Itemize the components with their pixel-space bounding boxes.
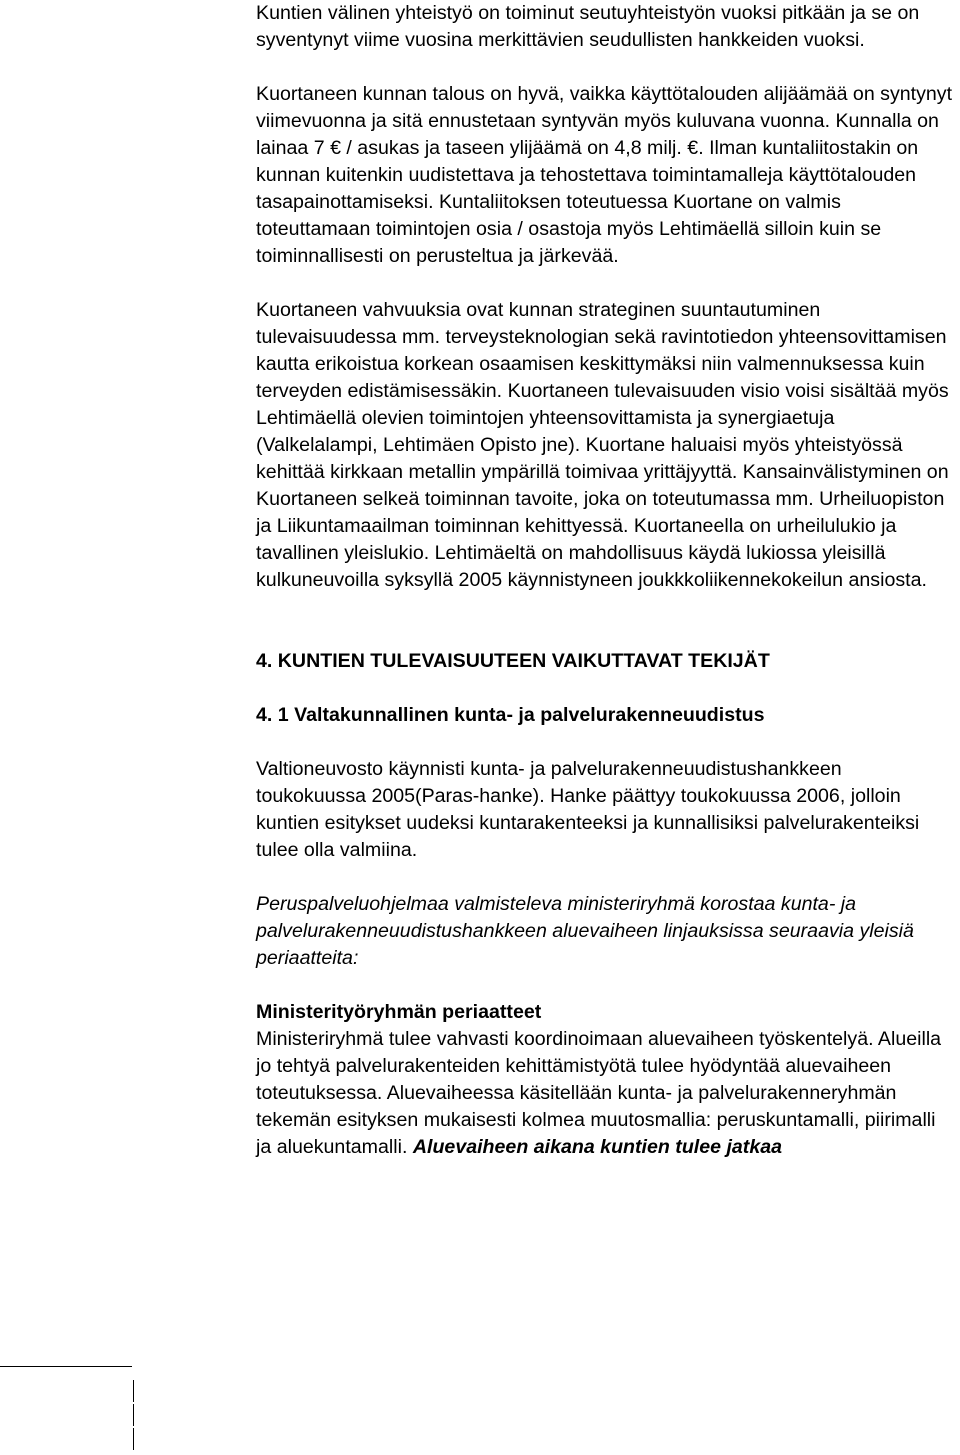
footnote-separator [0, 1366, 132, 1367]
subsection-heading: 4. 1 Valtakunnallinen kunta- ja palvelurakenneuudistus [256, 704, 765, 726]
paragraph-cooperation: Kuntien välinen yhteistyö on toiminut seutuyhteistyön vuoksi pitkään ja se on syventynyt viime vuosina merkittävien seudullisten hankkeiden vuoksi. [256, 2, 920, 51]
paragraph-principles [256, 1026, 956, 1161]
paragraph-economy: Kuortaneen kunnan talous on hyvä, vaikka käyttötalouden alijäämää on syntynyt viimevuonna ja sitä ennustetaan syntyvän myös kuluvana vuonna. Kunnalla on lainaa 7 € / asukas ja taseen ylijäämä on 4,8 milj. €. Ilman kuntaliitostakin on kunnan kuitenkin uudistettava ja tehostettava toimintamalleja käyttötalouden tasapainottamiseksi. Kuntaliitoksen toteutuessa Kuortane on valmis toteuttamaan toimintojen osia / osastoja myös Lehtimäellä silloin kuin se toiminnallisesti on perusteltua ja järkevää. [256, 83, 953, 267]
document-body [256, 0, 956, 1161]
change-bar-1 [133, 1380, 134, 1402]
paragraph-principles-intro: Peruspalveluohjelmaa valmisteleva ministeriryhmä korostaa kunta- ja palvelurakenneuudistushankkeen aluevaiheen linjauksissa seuraavia yleisiä periaatteita: [256, 893, 914, 969]
principles-emphasis: Aluevaiheen aikana kuntien tulee jatkaa [412, 1136, 783, 1158]
section-heading: 4. KUNTIEN TULEVAISUUTEEN VAIKUTTAVAT TEKIJÄT [256, 650, 770, 672]
principles-text: Ministeriryhmä tulee vahvasti koordinoimaan aluevaiheen työskentelyä. Alueilla jo tehtyä palvelurakenteiden kehittämistyötä tulee hyödyntää aluevaiheen toteutuksessa. Aluevaiheessa käsitellään kunta- ja palvelurakenneryhmän tekemän esityksen mukaisesti kolmea muutosmallia: peruskuntamalli, piirimalli ja aluekuntamalli. [256, 1028, 942, 1158]
change-bar-3 [133, 1428, 134, 1450]
change-bar-2 [133, 1404, 134, 1426]
paragraph-strengths: Kuortaneen vahvuuksia ovat kunnan strateginen suuntautuminen tulevaisuudessa mm. terveysteknologian sekä ravintotiedon yhteensovittamisen kautta erikoistua korkean osaamisen keskittymäksi niin valmennuksessa kuin terveyden edistämisessäkin. Kuortaneen tulevaisuuden visio voisi sisältää myös Lehtimäellä olevien toimintojen yhteensovittamista ja synergiaetuja (Valkelalampi, Lehtimäen Opisto jne). Kuortane haluaisi myös yhteistyössä kehittää kirkkaan metallin ympärillä toimivaa yrittäjyyttä. Kansainvälistyminen on Kuortaneen selkeä toiminnan tavoite, joka on toteutumassa mm. Urheiluopiston ja Liikuntamaailman toiminnan kehittyessä. Kuortaneella on urheilulukio ja tavallinen yleislukio. Lehtimäeltä on mahdollisuus käydä lukiossa yleisillä kulkuneuvoilla syksyllä 2005 käynnistyneen joukkkoliikennekokeilun ansiosta. [256, 299, 949, 591]
principles-heading: Ministerityöryhmän periaatteet [256, 1001, 542, 1023]
paragraph-paras-project: Valtioneuvosto käynnisti kunta- ja palvelurakenneuudistushankkeen toukokuussa 2005(Paras-hanke). Hanke päättyy toukokuussa 2006, jolloin kuntien esitykset uudeksi kuntarakenteeksi ja kunnallisiksi palvelurakenteiksi tulee olla valmiina. [256, 758, 920, 861]
